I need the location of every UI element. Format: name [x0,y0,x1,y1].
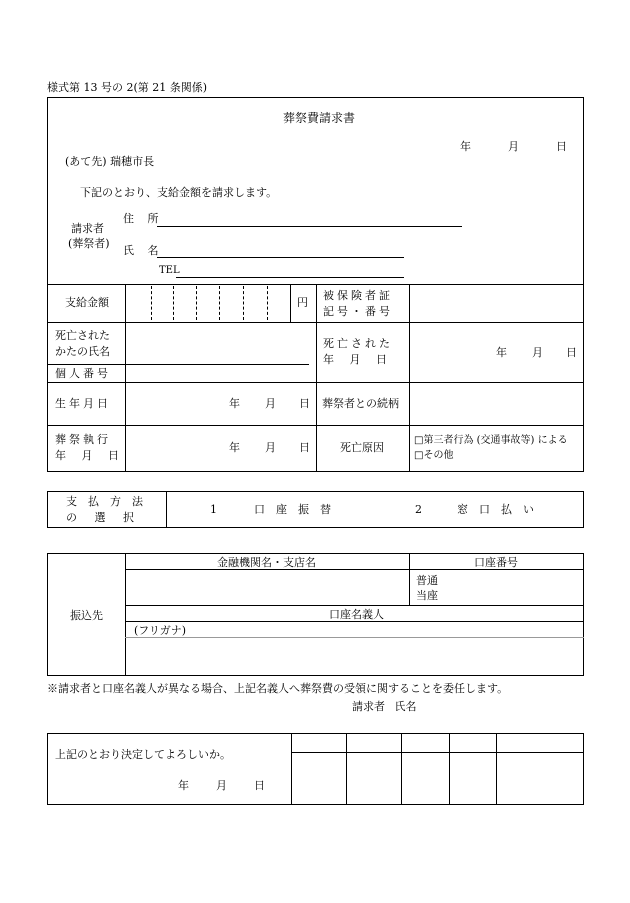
personal-number-field[interactable] [126,365,316,382]
birth-date-month: 月 [265,397,276,410]
relation-field[interactable] [410,383,583,425]
account-holder-header: 口座名義人 [329,608,384,621]
address-line[interactable] [157,226,462,227]
institution-header: 金融機関名・支店名 [217,556,316,569]
approval-text: 上記のとおり決定してよろしいか。 [55,748,231,761]
deceased-date-label: 死亡された [323,337,393,350]
deceased-date-day: 日 [566,346,577,359]
option-counter-payment[interactable]: 窓口払い [457,503,545,516]
approval-box [47,733,584,805]
cause-option-third-party[interactable]: □第三者行為 (交通事故等) による [414,435,568,446]
address-label: 住 所 [123,212,164,225]
delegation-note: ※請求者と口座名義人が異なる場合、上記名義人へ葬祭費の受領に関することを委任します。 [47,682,509,695]
personal-number-label: 個人番号 [55,367,111,380]
deceased-date-month: 月 [532,346,543,359]
birth-date-day: 日 [299,397,310,410]
insured-card-sublabel: 記号・番号 [323,305,393,318]
date-day: 日 [556,140,567,153]
name-label: 氏 名 [123,244,164,257]
date-year: 年 [460,140,471,153]
deceased-date-year: 年 [496,346,507,359]
deceased-name-sublabel: かたの氏名 [55,345,110,358]
approval-month: 月 [216,779,227,792]
addressee: (あて先) 瑞穂市長 [65,155,155,168]
deceased-date-sublabel: 年 月 日 [323,353,387,366]
request-text: 下記のとおり、支給金額を請求します。 [80,186,278,199]
account-type-ordinary[interactable]: 普通 [416,574,438,587]
payment-method-label: 支払方法 [66,495,154,508]
option-account-transfer[interactable]: 口座振替 [254,503,342,516]
funeral-date-month: 月 [265,441,276,454]
tel-label: TEL [159,265,180,276]
name-line[interactable] [157,257,404,258]
date-month: 月 [508,140,519,153]
funeral-date-sublabel: 年 月 日 [55,449,119,462]
deceased-name-field[interactable] [126,323,316,364]
claimant-sublabel: (葬祭者) [68,237,110,250]
approval-day: 日 [254,779,265,792]
funeral-date-year: 年 [229,441,240,454]
funeral-date-label: 葬祭執行 [55,433,111,446]
cause-of-death-label: 死亡原因 [340,441,384,454]
deceased-name-label: 死亡された [55,329,110,342]
yen-unit: 円 [297,296,308,309]
tel-line[interactable] [176,277,404,278]
claimant-label: 請求者 [71,222,104,235]
option-1-number: 1 [210,503,217,516]
payment-amount-label: 支給金額 [65,296,109,309]
insured-card-label: 被保険者証 [323,289,393,302]
approval-year: 年 [178,779,189,792]
account-number-header: 口座番号 [474,556,518,569]
claimant-name-label: 請求者 氏名 [352,700,417,713]
relation-label: 葬祭者との続柄 [322,397,399,410]
funeral-date-day: 日 [299,441,310,454]
furigana-label: (フリガナ) [134,624,187,637]
form-number: 様式第 13 号の 2(第 21 条関係) [47,81,208,94]
form-title: 葬祭費請求書 [283,111,356,125]
insured-number-field[interactable] [410,285,583,321]
cause-option-other[interactable]: □その他 [414,450,454,461]
birth-date-label: 生年月日 [55,397,111,410]
birth-date-year: 年 [229,397,240,410]
transfer-to-label: 振込先 [70,609,103,622]
account-type-current[interactable]: 当座 [416,589,438,602]
account-holder-field[interactable] [126,638,583,675]
payment-method-sublabel: の 選 択 [66,511,134,524]
institution-field[interactable] [126,570,409,605]
option-2-number: 2 [415,503,422,516]
